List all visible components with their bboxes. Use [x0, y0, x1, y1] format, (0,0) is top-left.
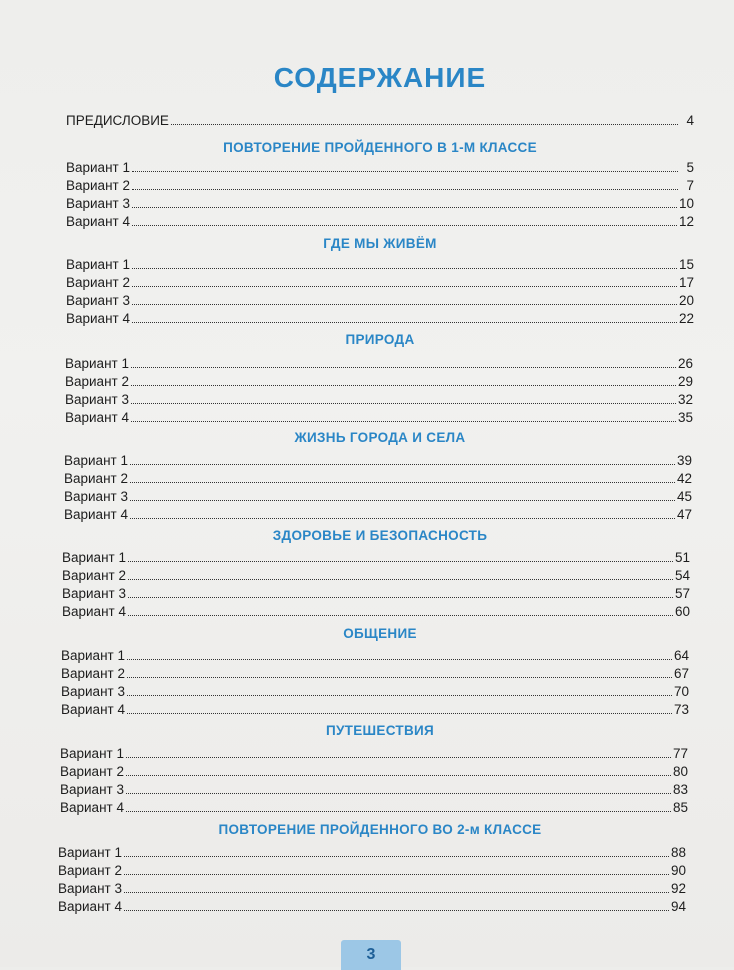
- dot-leader: [126, 793, 671, 794]
- toc-entry-page: 35: [677, 410, 693, 425]
- toc-entry-label: Вариант 2: [61, 666, 125, 681]
- toc-entry-label: Вариант 2: [58, 863, 122, 878]
- toc-entry-page: 45: [676, 489, 692, 504]
- toc-entry-label: Вариант 2: [64, 471, 128, 486]
- toc-entry-page: 60: [674, 604, 690, 619]
- toc-entry-label: Вариант 2: [65, 374, 129, 389]
- dot-leader: [131, 367, 676, 368]
- toc-entry-label: Вариант 1: [60, 746, 124, 761]
- toc-entry-page: 22: [678, 311, 694, 326]
- page-number: 3: [341, 940, 401, 970]
- toc-entry: [60, 761, 688, 779]
- toc-entry-label: Вариант 1: [65, 356, 129, 371]
- toc-entry-label: Вариант 3: [66, 293, 130, 308]
- dot-leader: [127, 695, 672, 696]
- toc-entry-page: 94: [670, 899, 686, 914]
- section-title: ПОВТОРЕНИЕ ПРОЙДЕННОГО ВО 2-м КЛАССЕ: [218, 822, 542, 837]
- toc-entry-label: Вариант 4: [61, 702, 125, 717]
- toc-entry: [64, 468, 692, 486]
- toc-entry: [60, 743, 688, 761]
- toc-entry-page: 29: [677, 374, 693, 389]
- toc-entry: [61, 663, 689, 681]
- toc-entry-label: Вариант 3: [62, 586, 126, 601]
- toc-entry-label: Вариант 1: [66, 257, 130, 272]
- toc-entry-page: 85: [672, 800, 688, 815]
- section-title: ЖИЗНЬ ГОРОДА И СЕЛА: [294, 430, 466, 445]
- dot-leader: [130, 518, 675, 519]
- toc-entry-page: 7: [686, 178, 694, 193]
- toc-entry-page: 80: [672, 764, 688, 779]
- toc-entry-page: 10: [678, 196, 694, 211]
- toc-entry-page: 54: [674, 568, 690, 583]
- toc-entry: [66, 157, 694, 175]
- toc-entry: [60, 779, 688, 797]
- toc-entry-page: 77: [672, 746, 688, 761]
- toc-entry: [64, 504, 692, 522]
- toc-entry-label: Вариант 1: [58, 845, 122, 860]
- dot-leader: [124, 874, 669, 875]
- toc-entry-label: Вариант 3: [58, 881, 122, 896]
- toc-entry-page: 5: [686, 160, 694, 175]
- toc-entry: [66, 175, 694, 193]
- dot-leader: [131, 385, 676, 386]
- dot-leader: [124, 892, 669, 893]
- dot-leader: [132, 304, 677, 305]
- toc-entry-label: Вариант 3: [60, 782, 124, 797]
- dot-leader: [130, 482, 675, 483]
- toc-entry-label: Вариант 1: [61, 648, 125, 663]
- toc-entry: [58, 842, 686, 860]
- dot-leader: [124, 856, 669, 857]
- toc-entry-page: 47: [676, 507, 692, 522]
- toc-entry: [66, 211, 694, 229]
- toc-entry: [66, 254, 694, 272]
- toc-entry-label: Вариант 4: [64, 507, 128, 522]
- toc-entry-label: Вариант 3: [66, 196, 130, 211]
- toc-entry: [58, 896, 686, 914]
- toc-entry-page: 12: [678, 214, 694, 229]
- section-title: ПОВТОРЕНИЕ ПРОЙДЕННОГО В 1-М КЛАССЕ: [223, 140, 537, 155]
- dot-leader: [132, 225, 677, 226]
- toc-entry: [58, 878, 686, 896]
- toc-entry-page: 17: [678, 275, 694, 290]
- toc-entry: [62, 547, 690, 565]
- dot-leader: [126, 775, 671, 776]
- dot-leader: [131, 421, 676, 422]
- toc-entry-page: 39: [676, 453, 692, 468]
- section-title: ЗДОРОВЬЕ И БЕЗОПАСНОСТЬ: [272, 528, 488, 543]
- toc-entry-label: Вариант 1: [66, 160, 130, 175]
- toc-entry: [65, 407, 693, 425]
- toc-entry-label: Вариант 3: [64, 489, 128, 504]
- toc-entry-page: 70: [673, 684, 689, 699]
- section-title: ГДЕ МЫ ЖИВЁМ: [323, 236, 437, 251]
- toc-entry-page: 92: [670, 881, 686, 896]
- toc-entry: [65, 353, 693, 371]
- toc-entry-page: 83: [672, 782, 688, 797]
- toc-entry: [58, 860, 686, 878]
- toc-entry-page: 42: [676, 471, 692, 486]
- dot-leader: [130, 464, 675, 465]
- section-title: ПРИРОДА: [345, 332, 415, 347]
- toc-entry: [66, 290, 694, 308]
- section-title: ПУТЕШЕСТВИЯ: [325, 723, 435, 738]
- toc-entry: [66, 308, 694, 326]
- dot-leader: [128, 579, 673, 580]
- dot-leader: [132, 268, 677, 269]
- toc-entry: [65, 389, 693, 407]
- toc-entry-label: Вариант 3: [65, 392, 129, 407]
- dot-leader: [124, 910, 669, 911]
- toc-entry-page: 73: [673, 702, 689, 717]
- toc-entry: [62, 565, 690, 583]
- toc-entry-page: 88: [670, 845, 686, 860]
- toc-entry-page: 15: [678, 257, 694, 272]
- toc-entry: [61, 681, 689, 699]
- toc-entry-page: 4: [686, 113, 694, 128]
- dot-leader: [132, 207, 677, 208]
- dot-leader: [127, 677, 672, 678]
- dot-leader: [132, 322, 677, 323]
- dot-leader: [128, 597, 673, 598]
- toc-entry-page: 57: [674, 586, 690, 601]
- toc-entry-page: 20: [678, 293, 694, 308]
- toc-entry-label: Вариант 4: [58, 899, 122, 914]
- toc-entry: [61, 699, 689, 717]
- section-title: ОБЩЕНИЕ: [343, 626, 417, 641]
- dot-leader: [132, 171, 678, 172]
- toc-entry-page: 51: [674, 550, 690, 565]
- toc-entry-page: 67: [673, 666, 689, 681]
- toc-entry-page: 90: [670, 863, 686, 878]
- toc-entry: [61, 645, 689, 663]
- dot-leader: [171, 124, 678, 125]
- toc-entry-page: 32: [677, 392, 693, 407]
- dot-leader: [132, 286, 677, 287]
- toc-entry-label: Вариант 2: [60, 764, 124, 779]
- dot-leader: [132, 189, 678, 190]
- toc-entry: [62, 601, 690, 619]
- toc-entry-preface: [66, 110, 694, 128]
- dot-leader: [128, 615, 673, 616]
- toc-entry-label: Вариант 1: [62, 550, 126, 565]
- dot-leader: [130, 500, 675, 501]
- toc-entry-label: Вариант 4: [66, 311, 130, 326]
- dot-leader: [128, 561, 673, 562]
- toc-entry: [64, 450, 692, 468]
- dot-leader: [127, 713, 672, 714]
- toc-entry: [66, 193, 694, 211]
- toc-entry: [62, 583, 690, 601]
- toc-entry-page: 64: [673, 648, 689, 663]
- dot-leader: [126, 811, 671, 812]
- dot-leader: [127, 659, 672, 660]
- toc-entry: [64, 486, 692, 504]
- toc-entry: [66, 272, 694, 290]
- toc-entry-label: Вариант 2: [66, 178, 130, 193]
- toc-entry: [60, 797, 688, 815]
- toc-entry-label: Вариант 2: [62, 568, 126, 583]
- toc-entry-label: Вариант 2: [66, 275, 130, 290]
- toc-entry-label: Вариант 4: [62, 604, 126, 619]
- toc-entry-label: Вариант 4: [65, 410, 129, 425]
- toc-entry-label: Вариант 4: [66, 214, 130, 229]
- dot-leader: [126, 757, 671, 758]
- toc-entry: [65, 371, 693, 389]
- toc-entry-label: Вариант 3: [61, 684, 125, 699]
- page-title: СОДЕРЖАНИЕ: [273, 62, 487, 93]
- toc-entry-page: 26: [677, 356, 693, 371]
- dot-leader: [131, 403, 676, 404]
- toc-entry-label: Вариант 1: [64, 453, 128, 468]
- toc-entry-label: ПРЕДИСЛОВИЕ: [66, 113, 169, 128]
- toc-entry-label: Вариант 4: [60, 800, 124, 815]
